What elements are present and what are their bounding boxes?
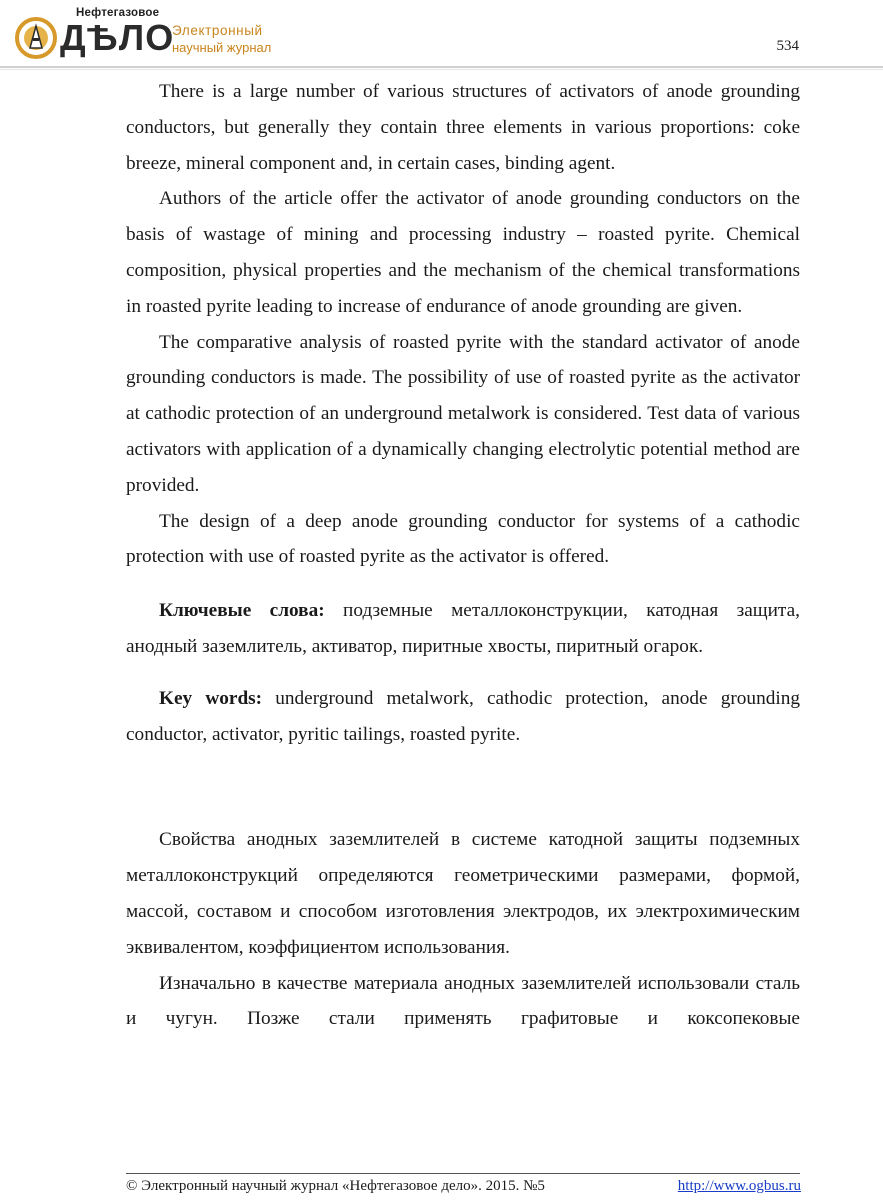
footer-divider — [126, 1173, 800, 1174]
logo-main-text: ДѢЛО — [60, 17, 175, 58]
header-divider-thin — [0, 69, 883, 70]
body-paragraph-1: Свойства анодных заземлителей в системе катодной защиты подземных металлоконструкций определяются геометрическими размерами, формой, массой, составом и способом изготовления электродов, их электрохимическим эквивалентом, коэффициентом использования. — [126, 829, 800, 958]
keywords-english-label: Key words: — [159, 687, 263, 709]
article-body — [126, 74, 800, 1037]
keywords-russian — [126, 593, 800, 665]
journal-logo — [14, 8, 274, 60]
page-header — [0, 0, 883, 70]
footer-copyright: © Электронный научный журнал «Нефтегазовое дело». 2015. №5 — [126, 1178, 545, 1194]
keywords-russian-label: Ключевые слова: — [159, 600, 325, 622]
header-divider — [0, 66, 883, 68]
logo-emblem-icon — [14, 14, 64, 60]
logo-subtitle-1: Электронный — [172, 23, 263, 38]
logo-subtitle-2: научный журнал — [172, 40, 272, 55]
logo-top-text: Нефтегазовое — [76, 7, 160, 19]
body-paragraph-2: Изначально в качестве материала анодных заземлителей использовали сталь и чугун. Позже стали применять графитовые и коксопековые — [126, 972, 800, 1030]
abstract-paragraph-4: The design of a deep anode grounding conductor for systems of a cathodic protection with use of roasted pyrite as the activator is offered. — [126, 510, 800, 568]
abstract-paragraph-3: The comparative analysis of roasted pyrite with the standard activator of anode grounding conductors is made. The possibility of use of roasted pyrite as the activator at cathodic protection of an underground metalwork is considered. Test data of various activators with application of a dynamically changing electrolytic potential method are provided. — [126, 331, 800, 496]
abstract-paragraph-1: There is a large number of various structures of activators of anode grounding conductors, but generally they contain three elements in various proportions: coke breeze, mineral component and, in certain cases, binding agent. — [126, 81, 800, 174]
abstract-paragraph-2: Authors of the article offer the activator of anode grounding conductors on the basis of wastage of mining and processing industry – roasted pyrite. Chemical composition, physical properties and the mechanism of the chemical transformations in roasted pyrite leading to increase of endurance of anode grounding are given. — [126, 188, 800, 317]
keywords-english-text: underground metalwork, cathodic protection, anode grounding conductor, activator, pyritic tailings, roasted pyrite. — [126, 687, 800, 745]
keywords-english — [126, 681, 800, 753]
keywords-russian-text: подземные металлоконструкции, катодная защита, анодный заземлитель, активатор, пиритные хвосты, пиритный огарок. — [126, 600, 800, 657]
footer-link[interactable]: http://www.ogbus.ru — [677, 1178, 801, 1194]
page-number: 534 — [776, 38, 799, 54]
